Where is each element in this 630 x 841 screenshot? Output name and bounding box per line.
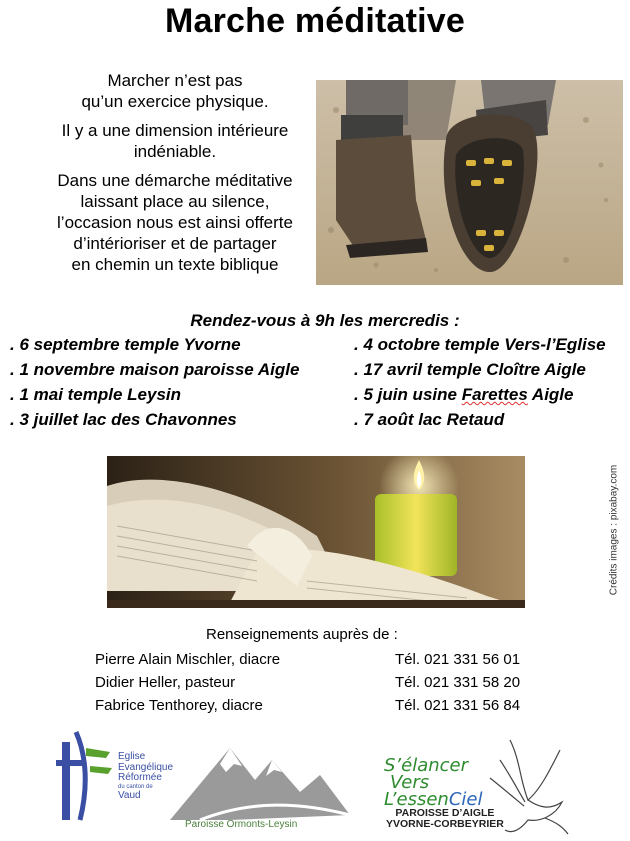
date-item: . 1 novembre maison paroisse Aigle xyxy=(10,360,300,379)
aigle-sub-line: YVORNE-CORBEYRIER xyxy=(386,818,504,830)
date-item: . 17 avril temple Cloître Aigle xyxy=(354,360,586,379)
intro-line: en chemin un texte biblique xyxy=(71,255,279,274)
info-heading: Renseignements auprès de : xyxy=(206,626,398,643)
intro-text xyxy=(40,70,310,283)
date-item: . 1 mai temple Leysin xyxy=(10,385,182,404)
intro-line: l’occasion nous est ainsi offerte xyxy=(57,213,293,232)
contact-name: Pierre Alain Mischler, diacre xyxy=(95,651,281,668)
contact-phone: Tél. 021 331 56 84 xyxy=(395,697,521,714)
intro-line: Il y a une dimension intérieure xyxy=(61,121,289,140)
contact-name: Fabrice Tenthorey, diacre xyxy=(95,697,263,714)
intro-line: d’intérioriser et de partager xyxy=(73,234,277,253)
eerv-line: Vaud xyxy=(118,789,141,801)
aigle-parish-text xyxy=(386,808,504,830)
hiking-boots-illustration xyxy=(316,80,623,285)
intro-line: Dans une démarche méditative xyxy=(57,171,293,190)
intro-line: laissant place au silence, xyxy=(80,192,270,211)
intro-paragraph-1 xyxy=(40,70,310,112)
aigle-sub-line: PAROISSE D’AIGLE xyxy=(395,807,495,819)
rendezvous-heading: Rendez-vous à 9h les mercredis : xyxy=(190,311,460,330)
aigle-line: S’élancer xyxy=(384,755,469,776)
contact-name: Didier Heller, pasteur xyxy=(95,674,236,691)
contact-row xyxy=(95,671,555,694)
intro-line: qu’un exercice physique. xyxy=(81,92,269,111)
eerv-cross-icon xyxy=(56,732,112,820)
aigle-line: Vers xyxy=(390,772,430,793)
date-item: . 6 septembre temple Yvorne xyxy=(10,335,241,354)
intro-line: indéniable. xyxy=(133,142,217,161)
eerv-line: Evangélique xyxy=(118,761,174,773)
image-credits: Crédits images : pixabay.com xyxy=(608,464,620,596)
contact-row xyxy=(95,694,555,717)
eerv-logo-text xyxy=(118,752,173,801)
ormonts-logo-text: Paroisse Ormonts-Leysin xyxy=(185,819,298,830)
hiking-boots-photo xyxy=(316,80,623,285)
contact-row xyxy=(95,648,555,671)
aigle-essen: L’essen xyxy=(384,789,449,810)
bible-candle-illustration xyxy=(107,456,525,608)
date-item: . 7 août lac Retaud xyxy=(354,410,505,429)
eerv-line: Réformée xyxy=(118,772,162,783)
intro-line: Marcher n’est pas xyxy=(107,71,243,90)
date-item xyxy=(354,384,630,406)
mountains-icon xyxy=(170,748,350,820)
aigle-ciel: Ciel xyxy=(448,789,483,810)
spellcheck-underlined-word: Farettes xyxy=(461,385,528,404)
contacts-list xyxy=(95,648,555,717)
date-item: . 4 octobre temple Vers-l’Eglise xyxy=(354,335,606,354)
contact-phone: Tél. 021 331 56 01 xyxy=(395,651,521,668)
aigle-logo-text xyxy=(384,757,482,808)
dates-list xyxy=(10,334,630,431)
aigle-line xyxy=(384,791,482,808)
contact-phone: Tél. 021 331 58 20 xyxy=(395,674,521,691)
date-item: . 3 juillet lac des Chavonnes xyxy=(10,410,237,429)
eerv-line: du canton de xyxy=(118,783,153,790)
intro-paragraph-3 xyxy=(40,170,310,275)
page-title: Marche méditative xyxy=(164,2,466,40)
bible-candle-photo xyxy=(107,456,525,608)
date-suffix: Aigle xyxy=(527,385,574,404)
date-prefix: . 5 juin usine xyxy=(354,385,462,404)
eerv-line: Eglise xyxy=(118,751,146,762)
intro-paragraph-2 xyxy=(40,120,310,162)
